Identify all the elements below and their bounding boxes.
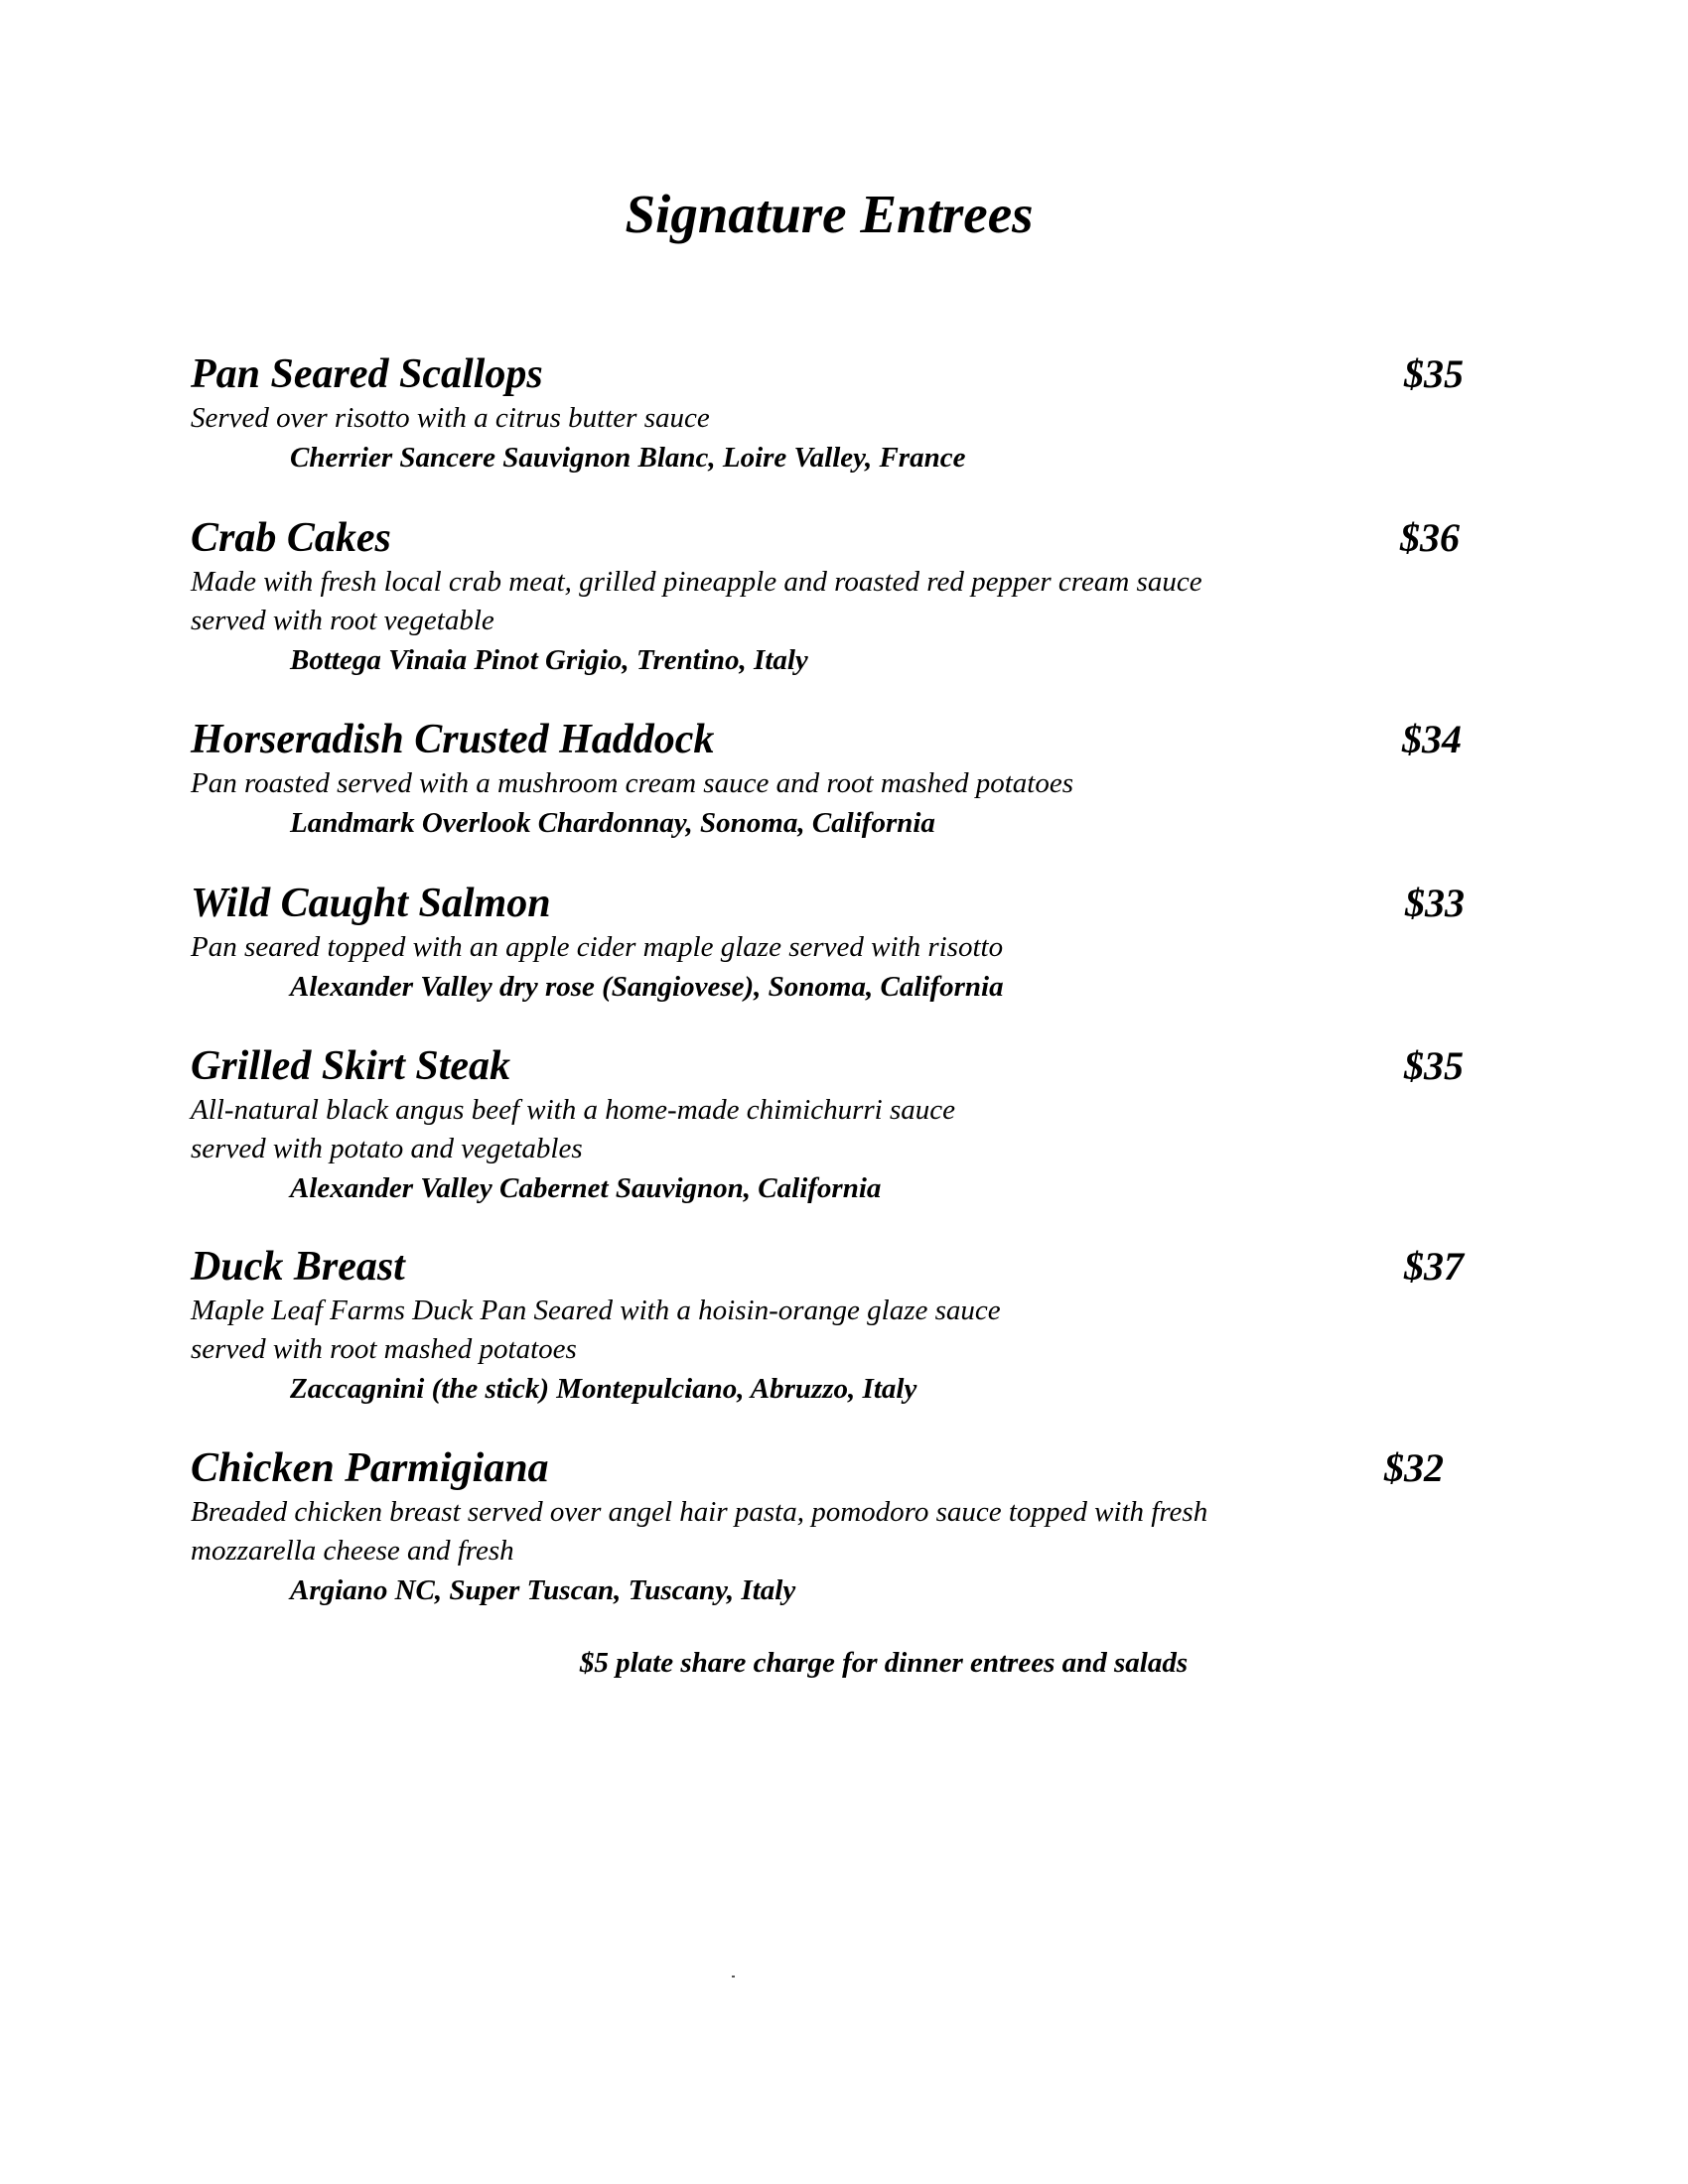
entree-price: $32	[1384, 1445, 1444, 1490]
entree-chicken-parmigiana	[191, 1443, 1481, 1610]
entree-name: Pan Seared Scallops	[191, 351, 543, 397]
wine-pairing: Alexander Valley dry rose (Sangiovese), Sonoma, California	[290, 971, 1004, 1003]
entree-name: Horseradish Crusted Haddock	[191, 717, 715, 762]
entree-horseradish-crusted-haddock	[191, 715, 1481, 843]
entree-description: served with root mashed potatoes	[191, 1333, 577, 1365]
entree-description: Maple Leaf Farms Duck Pan Seared with a hoisin-orange glaze sauce	[191, 1295, 1001, 1326]
entree-price: $34	[1402, 717, 1462, 761]
entree-name: Chicken Parmigiana	[191, 1445, 549, 1491]
entree-description: All-natural black angus beef with a home-made chimichurri sauce	[191, 1094, 955, 1126]
entree-price: $35	[1404, 351, 1464, 396]
entree-description: Pan seared topped with an apple cider maple glaze served with risotto	[191, 931, 1004, 963]
entree-description: Served over risotto with a citrus butter sauce	[191, 402, 710, 434]
entree-description: served with potato and vegetables	[191, 1133, 583, 1164]
entree-pan-seared-scallops	[191, 349, 1481, 478]
entree-wild-caught-salmon	[191, 879, 1481, 1007]
entree-name: Grilled Skirt Steak	[191, 1043, 511, 1089]
wine-pairing: Cherrier Sancere Sauvignon Blanc, Loire Valley, France	[290, 442, 966, 474]
entree-price: $37	[1404, 1244, 1464, 1289]
wine-pairing: Argiano NC, Super Tuscan, Tuscany, Italy	[290, 1574, 796, 1606]
entree-description: Pan roasted served with a mushroom cream sauce and root mashed potatoes	[191, 767, 1073, 799]
entree-price: $35	[1404, 1043, 1464, 1088]
entree-price: $33	[1405, 881, 1465, 925]
wine-pairing: Landmark Overlook Chardonnay, Sonoma, California	[290, 807, 935, 839]
entree-crab-cakes	[191, 513, 1481, 680]
entree-price: $36	[1400, 515, 1460, 560]
wine-pairing: Bottega Vinaia Pinot Grigio, Trentino, Italy	[290, 644, 808, 676]
page-title: Signature Entrees	[625, 184, 1034, 244]
entree-duck-breast	[191, 1242, 1481, 1409]
plate-share-footnote: $5 plate share charge for dinner entrees and salads	[579, 1647, 1189, 1679]
entree-description: served with root vegetable	[191, 605, 494, 636]
wine-pairing: Alexander Valley Cabernet Sauvignon, California	[290, 1172, 882, 1204]
entree-description: Made with fresh local crab meat, grilled pineapple and roasted red pepper cream sauce	[191, 566, 1202, 598]
scan-speck	[732, 1976, 735, 1978]
entree-description: Breaded chicken breast served over angel hair pasta, pomodoro sauce topped with fresh	[191, 1496, 1208, 1528]
entree-name: Wild Caught Salmon	[191, 881, 551, 926]
entree-grilled-skirt-steak	[191, 1041, 1481, 1208]
wine-pairing: Zaccagnini (the stick) Montepulciano, Abruzzo, Italy	[290, 1373, 917, 1405]
entree-name: Duck Breast	[191, 1244, 405, 1290]
entree-name: Crab Cakes	[191, 515, 391, 561]
entree-description: mozzarella cheese and fresh	[191, 1535, 514, 1567]
